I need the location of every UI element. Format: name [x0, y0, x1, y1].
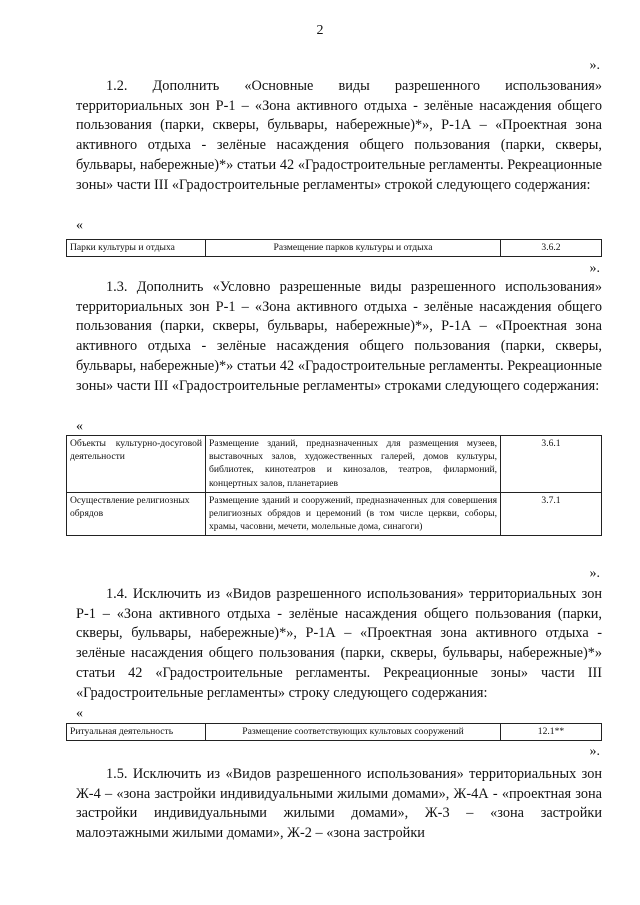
row-description: Размещение зданий и сооружений, предназначенных для совершения религиозных обрядов и церемоний (в том числе церкви, соборы, храмы, часовни, мечети, молельные дома, синагоги) [206, 492, 501, 536]
row-code: 3.6.2 [501, 240, 602, 257]
table-row [67, 240, 602, 257]
row-name: Ритуальная деятельность [67, 724, 206, 741]
row-code: 12.1** [501, 724, 602, 741]
section-1-4-paragraph [76, 585, 602, 703]
opening-quote: « [76, 419, 83, 434]
table-row [67, 436, 602, 493]
table-section-1-2 [66, 239, 602, 257]
table-section-1-4 [66, 723, 602, 741]
opening-quote: « [76, 706, 83, 721]
closing-quote: ». [589, 261, 600, 276]
row-name: Объекты культурно-досуговой деятельности [67, 436, 206, 493]
section-1-2-paragraph [76, 77, 602, 195]
paragraph-text: 1.2. Дополнить «Основные виды разрешенного использования» территориальных зон Р-1 – «Зона активного отдыха - зелёные насаждения общего пользования (парки, скверы, бульвары, набережные)*», Р-1А – «Проектная зона активного отдыха - зелёные насаждения общего пользования (парки, скверы, бульвары, набережные)*» статьи 42 «Градостроительные регламенты. Рекреационные зоны» части III «Градостроительные регламенты» строкой следующего содержания: [76, 78, 602, 193]
paragraph-text: 1.3. Дополнить «Условно разрешенные виды разрешенного использования» территориальных зон Р-1 – «Зона активного отдыха - зелёные насаждения общего пользования (парки, скверы, бульвары, набережные)*», Р-1А – «Проектная зона активного отдыха - зелёные насаждения общего пользования (парки, скверы, бульвары, набережные)*» статьи 42 «Градостроительные регламенты. Рекреационные зоны» части III «Градостроительные регламенты» строками следующего содержания: [76, 279, 602, 394]
paragraph-text: 1.5. Исключить из «Видов разрешенного использования» территориальных зон Ж-4 – «зона застройки индивидуальными жилыми домами», Ж-4А - «проектная зона застройки индивидуальными жилыми домами», Ж-3 – «зона застройки малоэтажными жилыми домами», Ж-2 – «зона застройки [76, 766, 602, 842]
table-row [67, 724, 602, 741]
opening-quote: « [76, 218, 83, 233]
row-name: Парки культуры и отдыха [67, 240, 206, 257]
section-1-3-paragraph [76, 278, 602, 396]
row-description: Размещение зданий, предназначенных для размещения музеев, выставочных залов, художественных галерей, домов культуры, библиотек, кинотеатров и кинозалов, театров, филармоний, концертных залов, планетариев [206, 436, 501, 493]
table-row [67, 492, 602, 536]
paragraph-text: 1.4. Исключить из «Видов разрешенного использования» территориальных зон Р-1 – «Зона активного отдыха - зелёные насаждения общего пользования (парки, скверы, бульвары, набережные)*», Р-1А – «Проектная зона активного отдыха - зелёные насаждения общего пользования (парки, скверы, бульвары, набережные)*» статьи 42 «Градостроительные регламенты. Рекреационные зоны» части III «Градостроительные регламенты» строку следующего содержания: [76, 586, 602, 701]
row-name: Осуществление религиозных обрядов [67, 492, 206, 536]
row-description: Размещение парков культуры и отдыха [206, 240, 501, 257]
closing-quote: ». [589, 744, 600, 759]
page-number: 2 [316, 23, 324, 38]
section-1-5-paragraph [76, 765, 602, 844]
table-section-1-3 [66, 435, 602, 536]
row-description: Размещение соответствующих культовых сооружений [206, 724, 501, 741]
closing-quote: ». [589, 566, 600, 581]
row-code: 3.7.1 [501, 492, 602, 536]
closing-quote: ». [589, 58, 600, 73]
row-code: 3.6.1 [501, 436, 602, 493]
